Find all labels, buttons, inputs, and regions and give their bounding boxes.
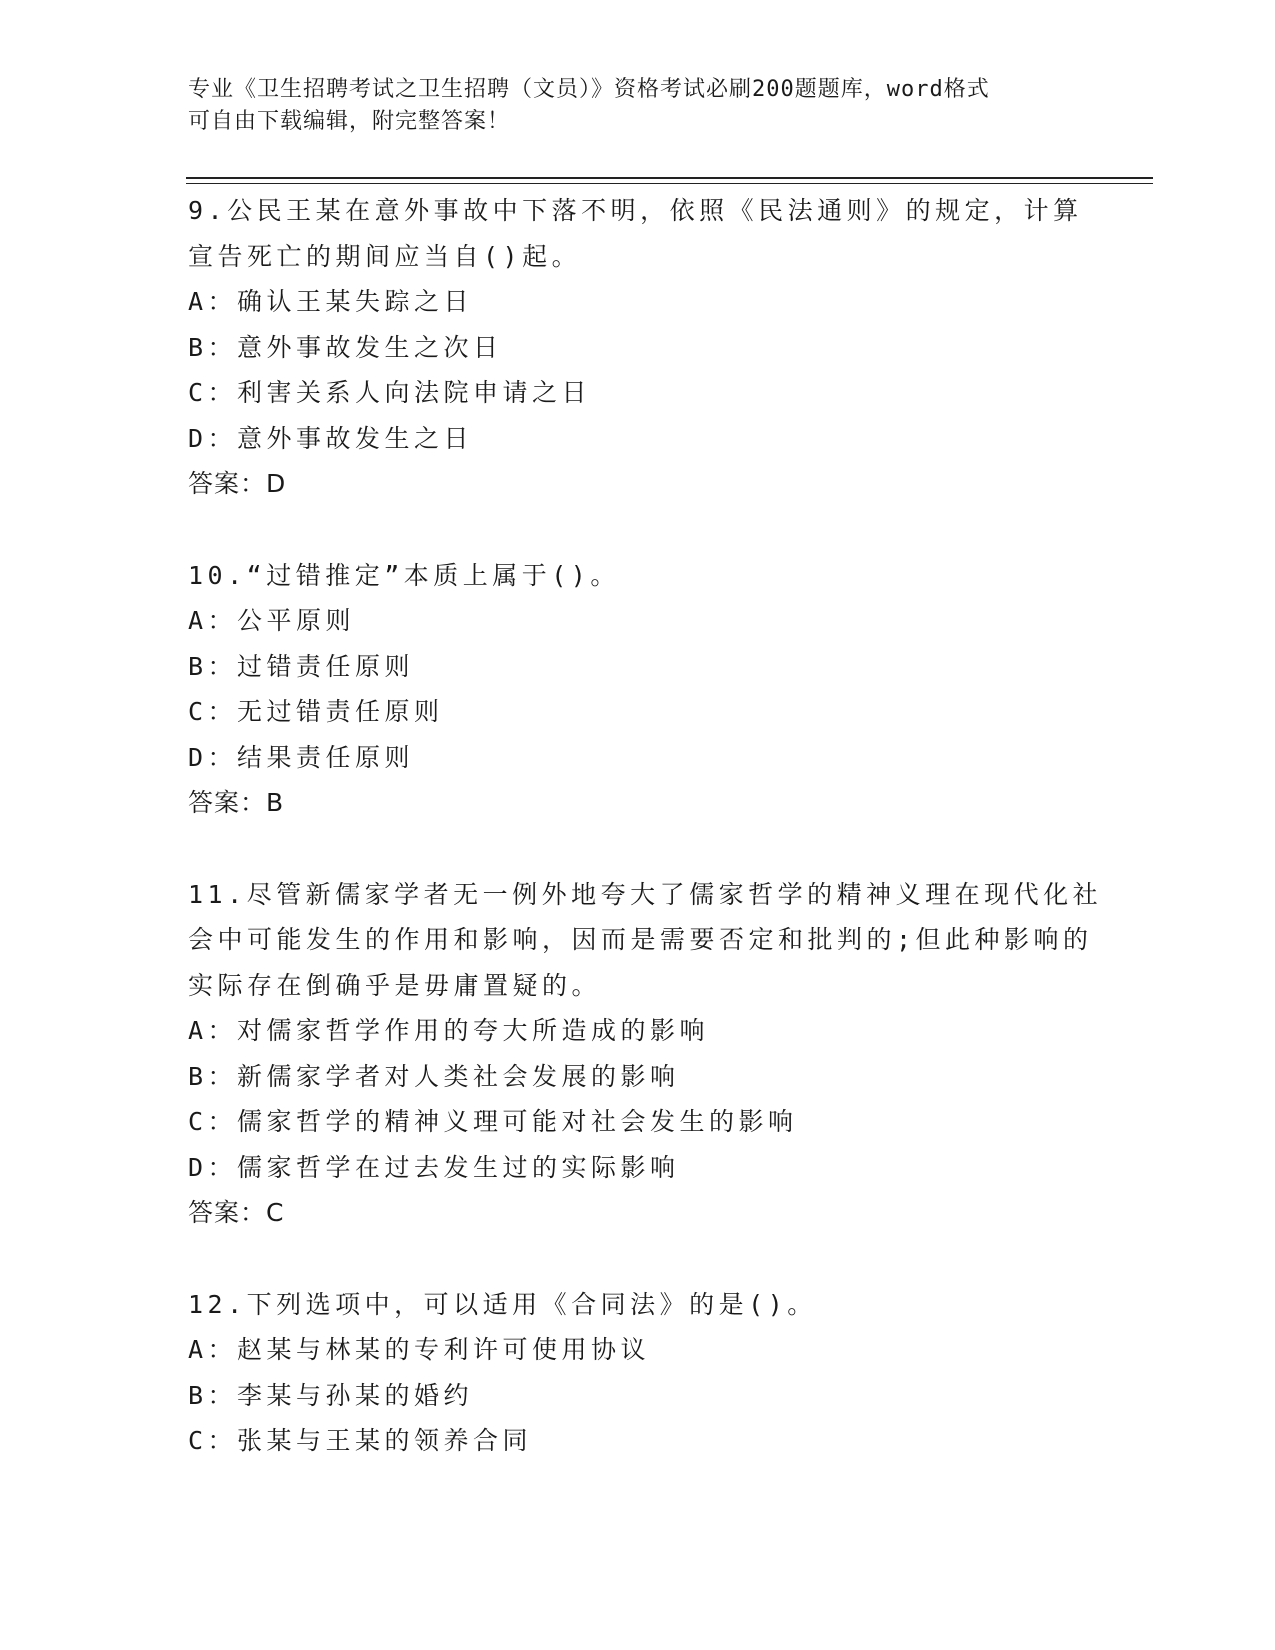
option-c: C：利害关系人向法院申请之日	[188, 378, 592, 407]
header-divider-thin	[186, 183, 1153, 184]
question-stem-line: 11.尽管新儒家学者无一例外地夸大了儒家哲学的精神义理在现代化社	[188, 879, 1103, 909]
option-b: B：李某与孙某的婚约	[188, 1380, 474, 1410]
question-stem-line: 12.下列选项中，可以适用《合同法》的是()。	[188, 1289, 817, 1319]
question-11	[188, 872, 1103, 1236]
question-stem-line: 会中可能发生的作用和影响，因而是需要否定和批判的;但此种影响的	[188, 925, 1093, 954]
option-a: A：赵某与林某的专利许可使用协议	[188, 1335, 651, 1364]
option-b: B：意外事故发生之次日	[188, 332, 503, 362]
question-10	[188, 553, 1088, 826]
header-divider-thick	[186, 177, 1153, 179]
answer: 答案：C	[188, 1198, 285, 1227]
option-a: A：公平原则	[188, 606, 356, 635]
option-a: A：确认王某失踪之日	[188, 287, 474, 316]
option-b: B：新儒家学者对人类社会发展的影响	[188, 1061, 680, 1091]
answer: 答案：B	[188, 788, 285, 817]
option-d: D：儒家哲学在过去发生过的实际影响	[188, 1152, 680, 1182]
question-stem-line: 实际存在倒确乎是毋庸置疑的。	[188, 970, 602, 1000]
question-12	[188, 1282, 1088, 1464]
option-c: C：张某与王某的领养合同	[188, 1426, 533, 1455]
question-list	[188, 188, 1103, 1464]
answer: 答案：D	[188, 469, 287, 498]
header-line-2: 可自由下载编辑，附完整答案！	[188, 109, 511, 134]
question-stem-line: 9.公民王某在意外事故中下落不明，依照《民法通则》的规定，计算	[188, 196, 1083, 225]
document-header	[188, 74, 1068, 138]
option-c: C：儒家哲学的精神义理可能对社会发生的影响	[188, 1107, 798, 1136]
option-c: C：无过错责任原则	[188, 697, 444, 726]
question-9	[188, 188, 1088, 507]
option-d: D：意外事故发生之日	[188, 423, 474, 453]
question-stem-line: 宣告死亡的期间应当自()起。	[188, 241, 582, 271]
question-stem-line: 10.“过错推定”本质上属于()。	[188, 560, 620, 590]
header-line-1: 专业《卫生招聘考试之卫生招聘（文员）》资格考试必刷200题题库，word格式	[188, 77, 990, 102]
option-d: D：结果责任原则	[188, 742, 415, 772]
option-b: B：过错责任原则	[188, 651, 415, 681]
option-a: A：对儒家哲学作用的夸大所造成的影响	[188, 1016, 710, 1045]
